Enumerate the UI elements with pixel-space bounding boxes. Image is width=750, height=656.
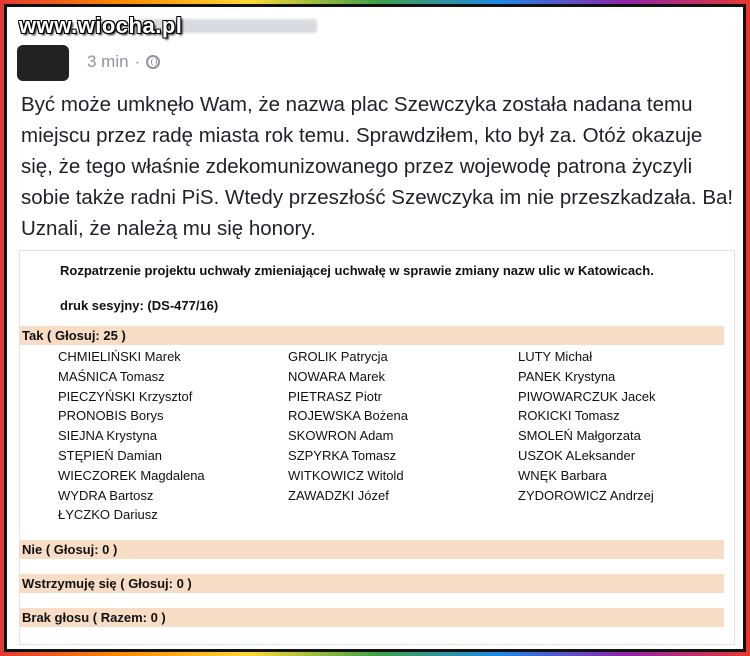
list-item: PIECZYŃSKI Krzysztof [58,388,193,404]
list-item: PIETRASZ Piotr [288,388,382,404]
section-wstrzymuje: Wstrzymuję się ( Głosuj: 0 ) [20,574,724,593]
document-image [19,250,735,645]
section-brak: Brak głosu ( Razem: 0 ) [20,608,724,627]
list-item: SIEJNA Krystyna [58,428,157,444]
list-item: NOWARA Marek [288,368,386,384]
list-item: PRONOBIS Borys [58,408,164,424]
list-item: STĘPIEŃ Damian [58,447,163,463]
list-item: WNĘK Barbara [518,467,607,483]
names-column-2 [288,347,518,525]
list-item: PIWOWARCZUK Jacek [518,388,656,404]
list-item: ŁYCZKO Dariusz [58,507,158,523]
separator: · [134,52,141,71]
post-card [7,7,743,649]
post-text: Być może umknęło Wam, że nazwa plac Szewczyka została nadana temu miejscu przez radę miasta rok temu. Sprawdziłem, kto był za. Otóż okazuje się, że tego właśnie zdekomunizowanego przez wojewodę patrona życzyli sobie także radni PiS. Wtedy przeszłość Szewczyka im nie przeszkadzała. Ba! Uznali, że należą mu się honory. [21,93,734,240]
list-item: WYDRA Bartosz [58,487,154,503]
names-column-1 [58,347,288,525]
list-item: SMOLEŃ Małgorzata [518,428,641,444]
section-tak: Tak ( Głosuj: 25 ) [20,326,724,345]
post-time[interactable]: 3 min [87,52,129,71]
list-item: SKOWRON Adam [288,428,394,444]
document-title: Rozpatrzenie projektu uchwały zmieniającej uchwałę w sprawie zmiany nazw ulic w Katowicach. [60,263,654,278]
post-meta [87,52,160,72]
list-item: ROKICKI Tomasz [518,408,620,424]
list-item: USZOK ALeksander [518,447,636,463]
list-item: CHMIELIŃSKI Marek [58,349,181,364]
globe-icon[interactable] [146,55,160,69]
list-item: ROJEWSKA Bożena [288,408,408,424]
section-nie: Nie ( Głosuj: 0 ) [20,540,724,559]
names-column-3 [518,347,718,525]
list-item: ZAWADZKI Józef [288,487,389,503]
list-item: ZYDOROWICZ Andrzej [518,487,654,503]
watermark: www.wiocha.pl [19,13,183,38]
avatar[interactable] [17,45,69,81]
list-item: PANEK Krystyna [518,368,616,384]
list-item: LUTY Michał [518,349,593,364]
list-item: WIECZOREK Magdalena [58,467,205,483]
list-item: MAŚNICA Tomasz [58,368,165,384]
document-druk: druk sesyjny: (DS-477/16) [60,298,219,313]
list-item: GROLIK Patrycja [288,349,388,364]
list-item: SZPYRKA Tomasz [288,447,397,463]
list-item: WITKOWICZ Witold [288,467,404,483]
names-grid [58,347,718,525]
